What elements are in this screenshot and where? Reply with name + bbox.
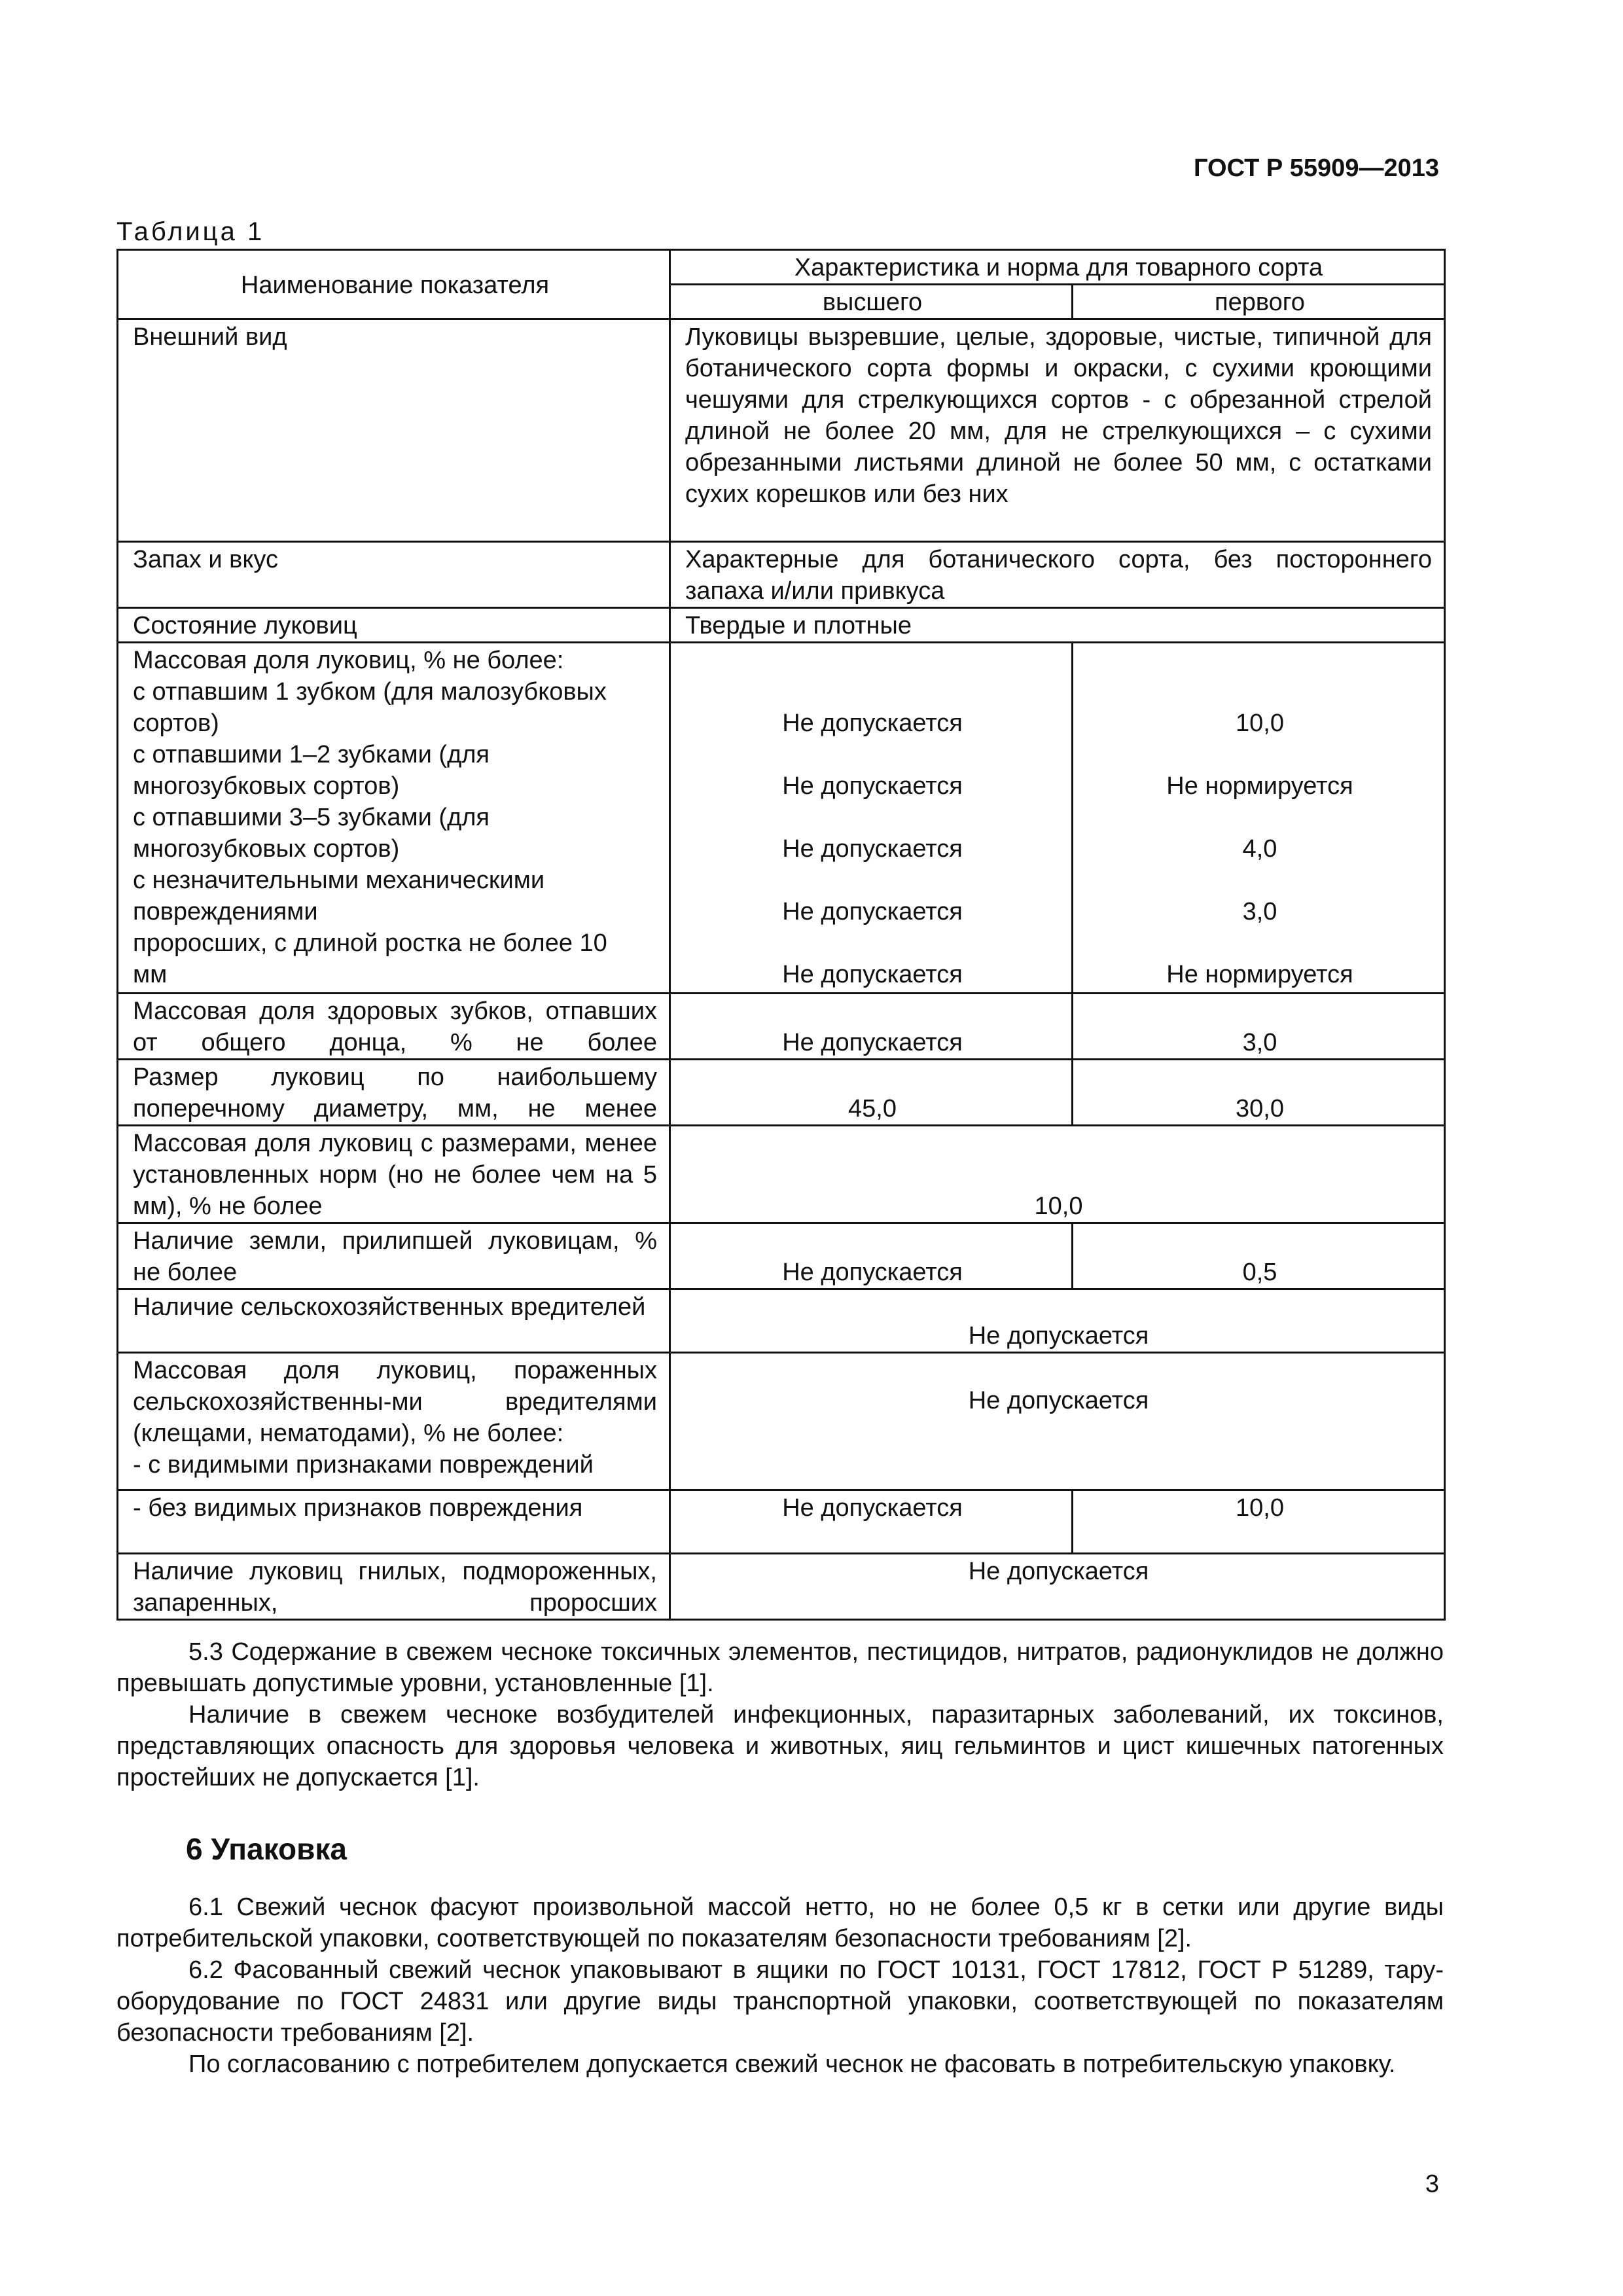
row-value-invisible-first: 10,0 bbox=[1073, 1490, 1445, 1554]
table-caption: Таблица 1 bbox=[116, 217, 265, 246]
row-name-state: Состояние луковиц bbox=[118, 608, 670, 643]
mass-line: Массовая доля луковиц, % не более: bbox=[133, 647, 564, 674]
mass-line: с отпавшими 3–5 зубками (для bbox=[133, 804, 490, 831]
header-cell-group: Характеристика и норма для товарного сорта bbox=[670, 250, 1445, 285]
mass-line: сортов) bbox=[133, 709, 219, 737]
row-name-smell: Запах и вкус bbox=[118, 542, 670, 608]
mass-high-value: Не допускается bbox=[782, 709, 963, 737]
mass-line: многозубковых сортов) bbox=[133, 772, 400, 800]
infested-name-tail: - с видимыми признаками повреждений bbox=[133, 1451, 594, 1479]
document-code: ГОСТ Р 55909—2013 bbox=[1194, 154, 1439, 182]
row-value-state: Твердые и плотные bbox=[670, 608, 1445, 643]
row-value-smell: Характерные для ботанического сорта, без постороннего запаха и/или привкуса bbox=[670, 542, 1445, 608]
row-value-mass-high bbox=[670, 643, 1073, 994]
paragraph-6-2-b: По согласованию с потребителем допускается свежий чеснок не фасовать в потребительскую упаковку. bbox=[188, 2051, 1396, 2078]
row-value-pests: Не допускается bbox=[670, 1289, 1445, 1353]
row-name-small: Массовая доля луковиц с размерами, менее установленных норм (но не более чем на 5 мм), % не более bbox=[118, 1126, 670, 1223]
page-number: 3 bbox=[1425, 2170, 1439, 2198]
mass-first-value: 4,0 bbox=[1242, 835, 1277, 863]
mass-high-value: Не допускается bbox=[782, 961, 963, 988]
mass-line: проросших, с длиной ростка не более 10 bbox=[133, 929, 607, 957]
paragraph-6-2: 6.2 Фасованный свежий чеснок упаковывают в ящики по ГОСТ 10131, ГОСТ 17812, ГОСТ Р 51289, тару-оборудование по ГОСТ 24831 или другие виды транспортной упаковки, соответствующей по показателям безопасности требованиям [2]. bbox=[116, 1956, 1444, 2047]
mass-line: мм bbox=[133, 961, 168, 988]
header-cell-high: высшего bbox=[670, 285, 1073, 319]
row-value-soil-first: 0,5 bbox=[1073, 1223, 1445, 1289]
mass-high-value: Не допускается bbox=[782, 835, 963, 863]
row-value-healthy-first: 3,0 bbox=[1073, 994, 1445, 1060]
paragraph-5-3-b: Наличие в свежем чесноке возбудителей инфекционных, паразитарных заболеваний, их токсинов, представляющих опасность для здоровья человека и животных, яиц гельминтов и цист кишечных патогенных простейших не допускается [1]. bbox=[116, 1701, 1444, 1791]
mass-line: с отпавшими 1–2 зубками (для bbox=[133, 741, 490, 768]
row-value-rotten: Не допускается bbox=[670, 1554, 1445, 1620]
header-cell-first: первого bbox=[1073, 285, 1445, 319]
mass-line: многозубковых сортов) bbox=[133, 835, 400, 863]
row-name-invisible: - без видимых признаков повреждения bbox=[118, 1490, 670, 1554]
mass-first-value: 10,0 bbox=[1236, 709, 1284, 737]
section-heading-packaging: 6 Упаковка bbox=[186, 1832, 347, 1866]
row-value-soil-high: Не допускается bbox=[670, 1223, 1073, 1289]
row-name-size: Размер луковиц по наибольшему поперечному диаметру, мм, не менее bbox=[118, 1060, 670, 1126]
row-name-soil: Наличие земли, прилипшей луковицам, % не более bbox=[118, 1223, 670, 1289]
mass-high-value: Не допускается bbox=[782, 898, 963, 925]
row-value-infested: Не допускается bbox=[670, 1353, 1445, 1490]
header-cell-name: Наименование показателя bbox=[118, 250, 670, 319]
row-name-pests: Наличие сельскохозяйственных вредителей bbox=[118, 1289, 670, 1353]
row-name-appearance: Внешний вид bbox=[118, 319, 670, 542]
mass-line: с отпавшим 1 зубком (для малозубковых bbox=[133, 678, 607, 706]
mass-line: повреждениями bbox=[133, 898, 318, 925]
row-value-size-high: 45,0 bbox=[670, 1060, 1073, 1126]
row-value-appearance: Луковицы вызревшие, целые, здоровые, чистые, типичной для ботанического сорта формы и окраски, с сухими кроющими чешуями для стрелкующихся сортов - с обрезанной стрелой длиной не более 20 мм, для не стрелкующихся – с сухими обрезанными листьями длиной не более 50 мм, с остатками сухих корешков или без них bbox=[670, 319, 1445, 542]
paragraph-6-1: 6.1 Свежий чеснок фасуют произвольной массой нетто, но не более 0,5 кг в сетки или другие виды потребительской упаковки, соответствующей по показателям безопасности требованиям [2]. bbox=[116, 1893, 1444, 1952]
row-name-infested bbox=[118, 1353, 670, 1490]
row-value-small: 10,0 bbox=[670, 1126, 1445, 1223]
mass-first-value: 3,0 bbox=[1242, 898, 1277, 925]
row-value-healthy-high: Не допускается bbox=[670, 994, 1073, 1060]
row-value-mass-first bbox=[1073, 643, 1445, 994]
infested-name: Массовая доля луковиц, пораженных сельскохозяйственны-ми вредителями (клещами, нематодами), % не более: bbox=[133, 1357, 657, 1447]
row-value-size-first: 30,0 bbox=[1073, 1060, 1445, 1126]
row-name-healthy: Массовая доля здоровых зубков, отпавших от общего донца, % не более bbox=[118, 994, 670, 1060]
row-name-mass bbox=[118, 643, 670, 994]
mass-first-value: Не нормируется bbox=[1166, 772, 1353, 800]
mass-high-value: Не допускается bbox=[782, 772, 963, 800]
row-name-rotten: Наличие луковиц гнилых, подмороженных, запаренных, проросших bbox=[118, 1554, 670, 1620]
mass-first-value: Не нормируется bbox=[1166, 961, 1353, 988]
row-value-invisible-high: Не допускается bbox=[670, 1490, 1073, 1554]
requirements-table bbox=[116, 249, 1446, 1621]
paragraph-5-3: 5.3 Содержание в свежем чесноке токсичных элементов, пестицидов, нитратов, радионуклидов не должно превышать допустимые уровни, установленные [1]. bbox=[116, 1638, 1444, 1697]
mass-line: с незначительными механическими bbox=[133, 867, 545, 894]
